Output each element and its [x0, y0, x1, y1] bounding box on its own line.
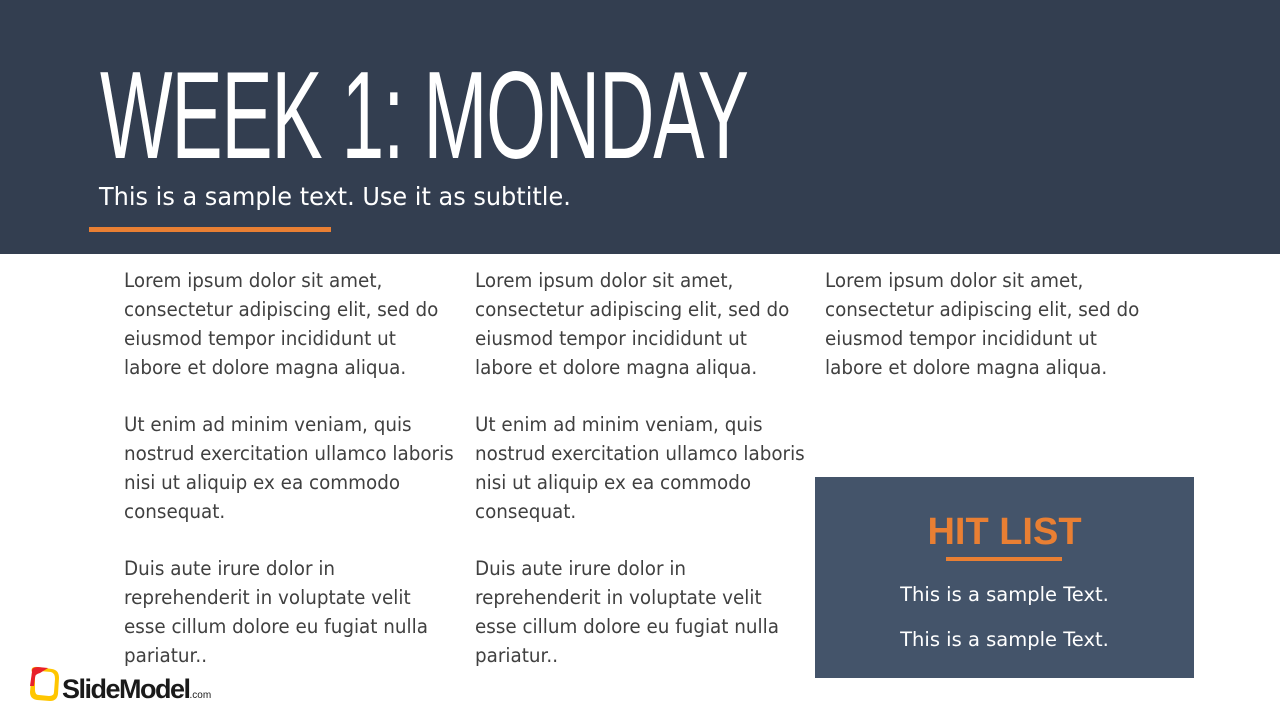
logo-name: SlideModel [62, 674, 190, 704]
text-column-2 [475, 266, 815, 698]
slidemodel-logo-text [62, 673, 211, 712]
hit-list-item: This is a sample Text. [900, 583, 1109, 606]
text-column-3 [825, 266, 1165, 410]
logo-suffix: .com [189, 690, 212, 701]
text-column-1 [124, 266, 464, 698]
column-paragraph: Lorem ipsum dolor sit amet, consectetur adipiscing elit, sed do eiusmod tempor incididunt ut labore et dolore magna aliqua. [475, 269, 790, 379]
subtitle-underline [89, 227, 331, 232]
column-paragraph: Duis aute irure dolor in reprehenderit in voluptate velit esse cillum dolore eu fugiat nulla pariatur.. [124, 557, 428, 667]
header-band [0, 0, 1280, 254]
column-paragraph: Lorem ipsum dolor sit amet, consectetur adipiscing elit, sed do eiusmod tempor incididunt ut labore et dolore magna aliqua. [825, 269, 1140, 379]
column-paragraph: Ut enim ad minim veniam, quis nostrud exercitation ullamco laboris nisi ut aliquip ex ea commodo consequat. [124, 413, 454, 523]
slidemodel-logo-icon [26, 664, 64, 704]
hit-list-box [815, 477, 1194, 678]
column-paragraph: Lorem ipsum dolor sit amet, consectetur adipiscing elit, sed do eiusmod tempor incididunt ut labore et dolore magna aliqua. [124, 269, 439, 379]
column-paragraph: Duis aute irure dolor in reprehenderit in voluptate velit esse cillum dolore eu fugiat nulla pariatur.. [475, 557, 779, 667]
hit-list-underline [946, 557, 1062, 561]
hit-list-title: HIT LIST [927, 511, 1082, 553]
page-title: WEEK 1: MONDAY [100, 47, 748, 185]
page-subtitle: This is a sample text. Use it as subtitle. [99, 182, 571, 211]
slidemodel-logo [26, 664, 246, 708]
column-paragraph: Ut enim ad minim veniam, quis nostrud exercitation ullamco laboris nisi ut aliquip ex ea commodo consequat. [475, 413, 805, 523]
hit-list-item: This is a sample Text. [900, 628, 1109, 651]
